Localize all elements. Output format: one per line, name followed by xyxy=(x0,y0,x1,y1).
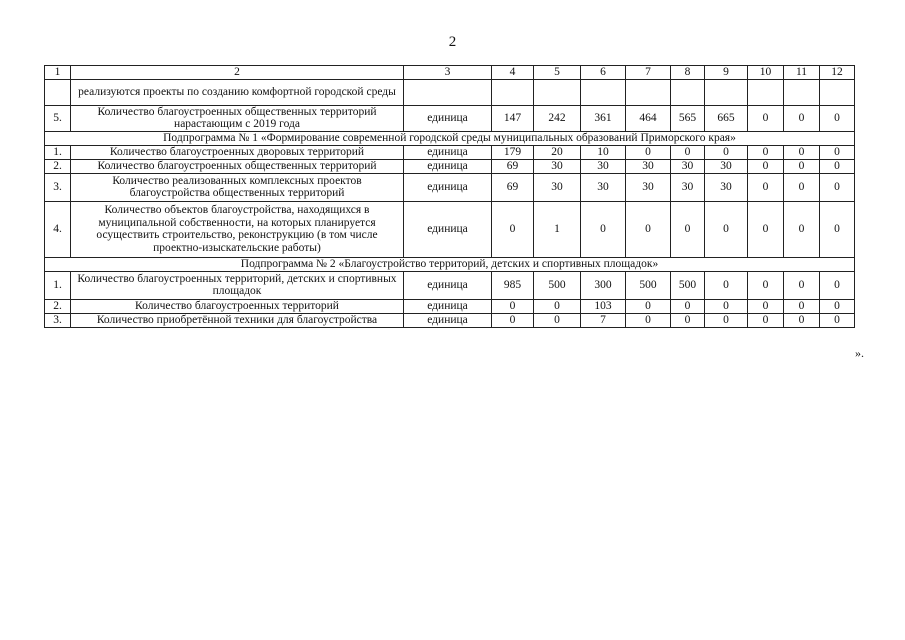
value-cell xyxy=(784,79,820,105)
value-cell: 30 xyxy=(534,159,581,173)
value-cell: 30 xyxy=(705,173,748,201)
indicator-name-cell: реализуются проекты по созданию комфортной городской среды xyxy=(71,79,404,105)
value-cell: 0 xyxy=(626,299,671,313)
header-cell: 3 xyxy=(404,66,492,80)
row-number-cell: 3. xyxy=(45,313,71,327)
header-cell: 7 xyxy=(626,66,671,80)
unit-cell: единица xyxy=(404,299,492,313)
value-cell: 0 xyxy=(820,159,855,173)
value-cell: 0 xyxy=(784,271,820,299)
indicator-name-cell: Количество благоустроенных территорий, детских и спортивных площадок xyxy=(71,271,404,299)
row-number-cell: 4. xyxy=(45,201,71,257)
unit-cell: единица xyxy=(404,313,492,327)
value-cell: 0 xyxy=(784,105,820,131)
value-cell: 985 xyxy=(492,271,534,299)
row-number-cell: 3. xyxy=(45,173,71,201)
value-cell: 0 xyxy=(626,145,671,159)
value-cell: 0 xyxy=(671,201,705,257)
value-cell xyxy=(748,79,784,105)
value-cell: 0 xyxy=(784,159,820,173)
row-number-cell: 1. xyxy=(45,145,71,159)
value-cell: 0 xyxy=(626,313,671,327)
row-number-cell xyxy=(45,79,71,105)
header-cell: 4 xyxy=(492,66,534,80)
closing-quote-mark: ». xyxy=(855,346,864,360)
value-cell: 30 xyxy=(671,173,705,201)
table-row xyxy=(45,105,855,131)
value-cell: 30 xyxy=(534,173,581,201)
table-header-row xyxy=(45,66,855,80)
value-cell: 361 xyxy=(581,105,626,131)
row-number-cell: 5. xyxy=(45,105,71,131)
value-cell: 0 xyxy=(820,105,855,131)
value-cell: 0 xyxy=(748,201,784,257)
header-cell: 6 xyxy=(581,66,626,80)
value-cell: 0 xyxy=(534,313,581,327)
value-cell: 30 xyxy=(671,159,705,173)
unit-cell xyxy=(404,79,492,105)
value-cell: 20 xyxy=(534,145,581,159)
value-cell: 1 xyxy=(534,201,581,257)
unit-cell: единица xyxy=(404,271,492,299)
value-cell: 0 xyxy=(534,299,581,313)
value-cell: 0 xyxy=(748,313,784,327)
value-cell: 665 xyxy=(705,105,748,131)
unit-cell: единица xyxy=(404,173,492,201)
unit-cell: единица xyxy=(404,145,492,159)
value-cell xyxy=(671,79,705,105)
value-cell: 464 xyxy=(626,105,671,131)
value-cell: 30 xyxy=(705,159,748,173)
value-cell: 0 xyxy=(784,145,820,159)
value-cell xyxy=(705,79,748,105)
header-cell: 10 xyxy=(748,66,784,80)
header-cell: 12 xyxy=(820,66,855,80)
value-cell: 565 xyxy=(671,105,705,131)
value-cell: 10 xyxy=(581,145,626,159)
header-cell: 5 xyxy=(534,66,581,80)
value-cell: 0 xyxy=(748,105,784,131)
subprogram-row xyxy=(45,257,855,271)
table-row xyxy=(45,201,855,257)
subprogram-title: Подпрограмма № 1 «Формирование современной городской среды муниципальных образований Приморского края» xyxy=(45,131,855,145)
value-cell: 0 xyxy=(671,313,705,327)
row-number-cell: 2. xyxy=(45,159,71,173)
value-cell: 0 xyxy=(492,299,534,313)
table-row xyxy=(45,79,855,105)
indicator-name-cell: Количество объектов благоустройства, находящихся в муниципальной собственности, на которых планируется осуществить строительство, реконструкцию (в том числе проектно-изыскательские работы) xyxy=(71,201,404,257)
value-cell: 0 xyxy=(820,271,855,299)
value-cell: 103 xyxy=(581,299,626,313)
value-cell: 242 xyxy=(534,105,581,131)
value-cell: 0 xyxy=(820,145,855,159)
value-cell: 0 xyxy=(784,299,820,313)
value-cell xyxy=(820,79,855,105)
value-cell: 0 xyxy=(748,159,784,173)
value-cell: 69 xyxy=(492,159,534,173)
indicator-name-cell: Количество благоустроенных общественных территорий нарастающим с 2019 года xyxy=(71,105,404,131)
subprogram-title: Подпрограмма № 2 «Благоустройство территорий, детских и спортивных площадок» xyxy=(45,257,855,271)
value-cell: 0 xyxy=(671,145,705,159)
value-cell xyxy=(492,79,534,105)
value-cell: 30 xyxy=(581,173,626,201)
value-cell: 500 xyxy=(671,271,705,299)
indicator-name-cell: Количество благоустроенных дворовых территорий xyxy=(71,145,404,159)
value-cell: 30 xyxy=(626,173,671,201)
value-cell: 0 xyxy=(581,201,626,257)
header-cell: 11 xyxy=(784,66,820,80)
value-cell: 0 xyxy=(705,201,748,257)
value-cell: 0 xyxy=(820,299,855,313)
value-cell: 300 xyxy=(581,271,626,299)
table-row xyxy=(45,313,855,327)
unit-cell: единица xyxy=(404,105,492,131)
indicator-name-cell: Количество благоустроенных территорий xyxy=(71,299,404,313)
value-cell: 0 xyxy=(671,299,705,313)
subprogram-row xyxy=(45,131,855,145)
value-cell xyxy=(534,79,581,105)
value-cell: 0 xyxy=(784,201,820,257)
value-cell: 179 xyxy=(492,145,534,159)
value-cell xyxy=(626,79,671,105)
value-cell: 0 xyxy=(748,173,784,201)
value-cell: 0 xyxy=(748,299,784,313)
value-cell: 0 xyxy=(705,299,748,313)
value-cell: 0 xyxy=(492,313,534,327)
value-cell: 500 xyxy=(626,271,671,299)
value-cell: 0 xyxy=(820,173,855,201)
value-cell: 0 xyxy=(626,201,671,257)
value-cell: 0 xyxy=(784,173,820,201)
unit-cell: единица xyxy=(404,159,492,173)
header-cell: 9 xyxy=(705,66,748,80)
indicator-name-cell: Количество приобретённой техники для благоустройства xyxy=(71,313,404,327)
unit-cell: единица xyxy=(404,201,492,257)
value-cell: 0 xyxy=(748,271,784,299)
row-number-cell: 2. xyxy=(45,299,71,313)
row-number-cell: 1. xyxy=(45,271,71,299)
value-cell xyxy=(581,79,626,105)
value-cell: 500 xyxy=(534,271,581,299)
table-row xyxy=(45,159,855,173)
value-cell: 0 xyxy=(784,313,820,327)
table-row xyxy=(45,173,855,201)
header-cell: 1 xyxy=(45,66,71,80)
value-cell: 0 xyxy=(705,271,748,299)
indicators-table xyxy=(44,65,855,328)
value-cell: 0 xyxy=(492,201,534,257)
value-cell: 0 xyxy=(705,145,748,159)
value-cell: 69 xyxy=(492,173,534,201)
value-cell: 0 xyxy=(820,201,855,257)
value-cell: 7 xyxy=(581,313,626,327)
page-number: 2 xyxy=(448,34,457,50)
table-row xyxy=(45,145,855,159)
header-cell: 2 xyxy=(71,66,404,80)
value-cell: 30 xyxy=(581,159,626,173)
value-cell: 0 xyxy=(748,145,784,159)
indicator-name-cell: Количество благоустроенных общественных территорий xyxy=(71,159,404,173)
value-cell: 0 xyxy=(820,313,855,327)
table-row xyxy=(45,299,855,313)
value-cell: 30 xyxy=(626,159,671,173)
indicator-name-cell: Количество реализованных комплексных проектов благоустройства общественных территорий xyxy=(71,173,404,201)
value-cell: 0 xyxy=(705,313,748,327)
value-cell: 147 xyxy=(492,105,534,131)
table-row xyxy=(45,271,855,299)
header-cell: 8 xyxy=(671,66,705,80)
